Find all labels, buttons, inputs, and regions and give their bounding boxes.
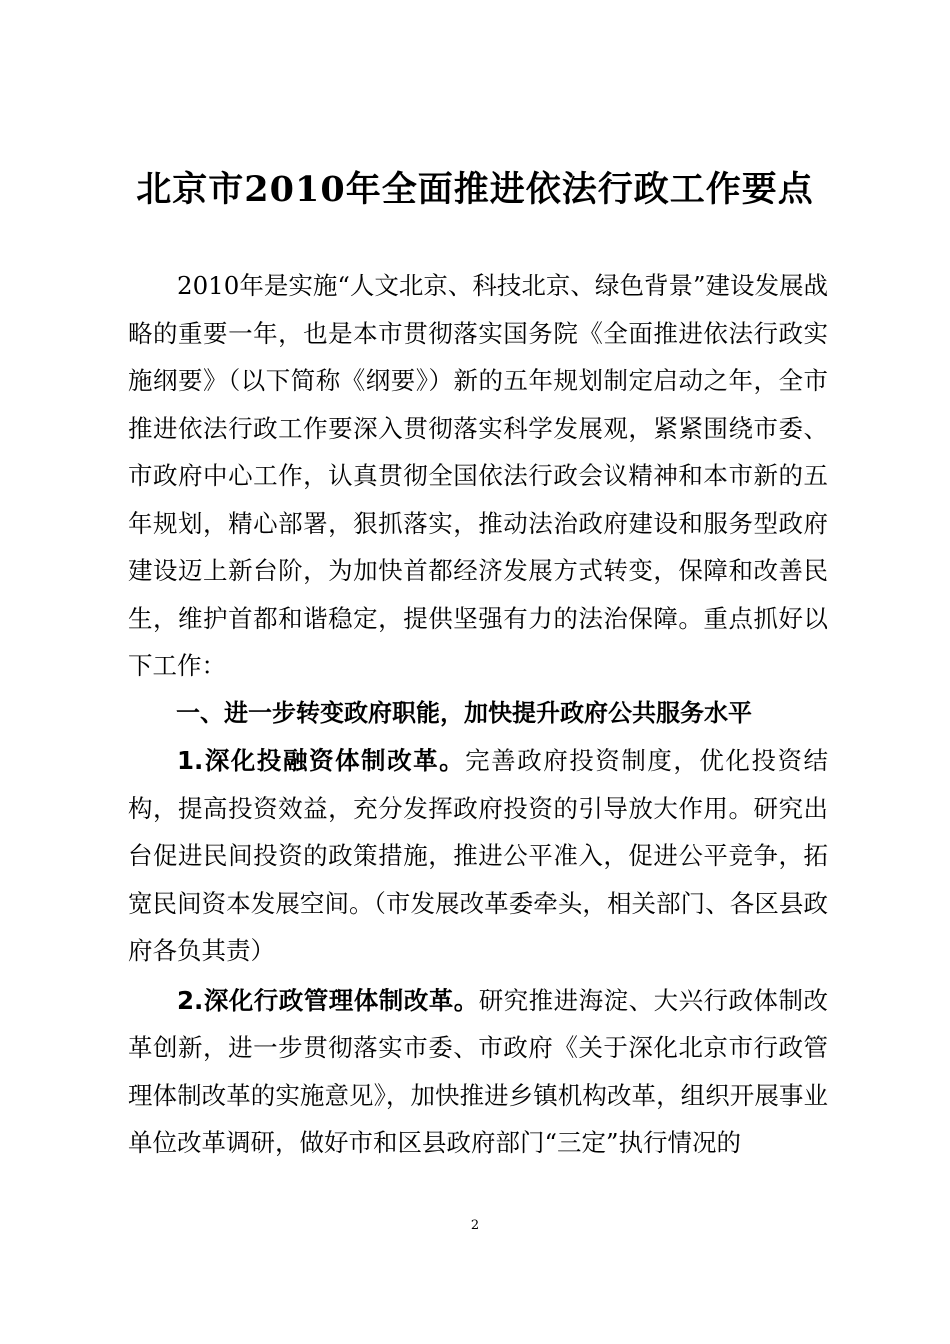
section-1-heading: 一、进一步转变政府职能，加快提升政府公共服务水平 — [176, 698, 752, 727]
document-title: 北京市2010年全面推进依法行政工作要点 — [136, 169, 814, 210]
document-body — [128, 262, 828, 1167]
page-number: 2 — [470, 1218, 480, 1233]
item-2-text: 研究推进海淀、大兴行政体制改革创新，进一步贯彻落实市委、市政府《关于深化北京市行政管理体制改革的实施意见》，加快推进乡镇机构改革，组织开展事业单位改革调研，做好市和区县政府部门“三定”执行情况的 — [128, 985, 828, 1157]
item-1-text: 完善政府投资制度，优化投资结构，提高投资效益，充分发挥政府投资的引导放大作用。研究出台促进民间投资的政策措施，推进公平准入，促进公平竞争，拓宽民间资本发展空间。（市发展改革委牵头，相关部门、各区县政府各负其责） — [128, 746, 829, 965]
item-1-paragraph — [128, 737, 828, 975]
item-2-paragraph — [128, 977, 828, 1167]
item-2-lead: 2.深化行政管理体制改革。 — [177, 985, 479, 1015]
intro-paragraph: 2010年是实施“人文北京、科技北京、绿色背景”建设发展战略的重要一年，也是本市贯彻落实国务院《全面推进依法行政实施纲要》（以下简称《纲要》）新的五年规划制定启动之年，全市推进依法行政工作要深入贯彻落实科学发展观，紧紧围绕市委、市政府中心工作，认真贯彻全国依法行政会议精神和本市新的五年规划，精心部署，狠抓落实，推动法治政府建设和服务型政府建设迈上新台阶，为加快首都经济发展方式转变，保障和改善民生，维护首都和谐稳定，提供坚强有力的法治保障。重点抓好以下工作： — [128, 271, 828, 680]
item-1-lead: 1.深化投融资体制改革。 — [177, 746, 466, 775]
